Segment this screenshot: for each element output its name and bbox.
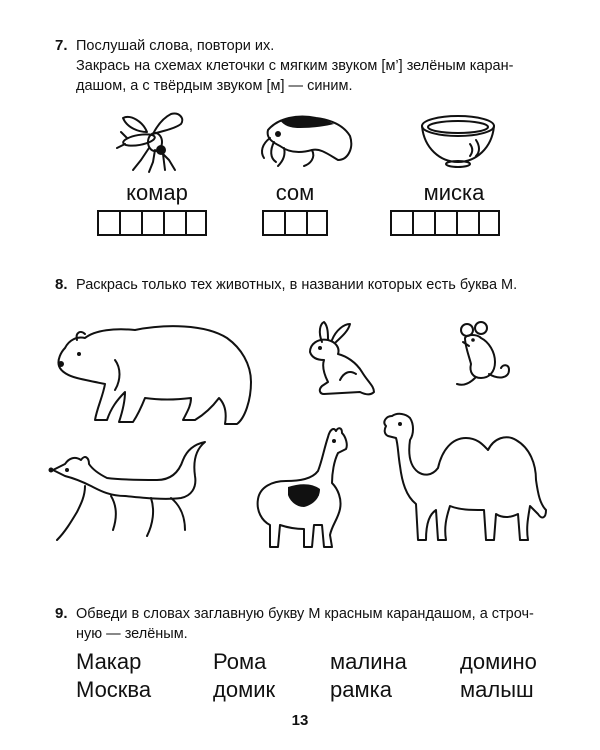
trace-word-domino[interactable]: домино xyxy=(460,649,537,674)
fox-picture[interactable] xyxy=(45,440,215,550)
scheme-cell[interactable] xyxy=(97,210,119,236)
scheme-cell[interactable] xyxy=(412,210,434,236)
trace-word-ramka[interactable]: рамка xyxy=(330,677,392,702)
mouse-picture[interactable] xyxy=(455,320,515,390)
scheme-cell[interactable] xyxy=(478,210,500,236)
trace-word-makar[interactable]: Макар xyxy=(76,649,142,674)
trace-word-domik[interactable]: домик xyxy=(213,677,276,702)
scheme-cell[interactable] xyxy=(262,210,284,236)
scheme-miska[interactable] xyxy=(390,210,500,236)
page-number: 13 xyxy=(291,712,309,729)
scheme-cell[interactable] xyxy=(456,210,478,236)
task-9-number: 9. xyxy=(55,605,68,622)
scheme-som[interactable] xyxy=(262,210,328,236)
bear-picture[interactable] xyxy=(55,320,260,430)
catfish-picture xyxy=(258,108,358,173)
task-9-line-1: Обведи в словах заглавную букву М красным карандашом, а строч- xyxy=(76,606,534,622)
word-komar: комар xyxy=(126,180,188,205)
scheme-cell[interactable] xyxy=(163,210,185,236)
task-8-number: 8. xyxy=(55,276,68,293)
task-7-number: 7. xyxy=(55,37,68,54)
trace-word-moskva[interactable]: Москва xyxy=(76,677,152,702)
scheme-cell[interactable] xyxy=(185,210,207,236)
camel-picture[interactable] xyxy=(380,410,550,550)
bowl-picture xyxy=(418,112,498,172)
scheme-cell[interactable] xyxy=(119,210,141,236)
scheme-cell[interactable] xyxy=(141,210,163,236)
task-7-line-3: дашом, а с твёрдым звуком [м] — синим. xyxy=(76,78,353,94)
task-7-line-1: Послушай слова, повтори их. xyxy=(76,38,275,54)
task-9-line-2: ную — зелёным. xyxy=(76,626,188,642)
task-7-line-2: Закрась на схемах клеточки с мягким звуком [м’] зелёным каран- xyxy=(76,58,514,74)
word-miska: миска xyxy=(423,180,485,205)
trace-word-roma[interactable]: Рома xyxy=(213,649,267,674)
rabbit-picture[interactable] xyxy=(300,320,380,400)
trace-word-malysh[interactable]: малыш xyxy=(460,677,534,702)
scheme-cell[interactable] xyxy=(284,210,306,236)
scheme-cell[interactable] xyxy=(306,210,328,236)
scheme-komar[interactable] xyxy=(97,210,207,236)
mosquito-picture xyxy=(103,110,193,175)
llama-picture[interactable] xyxy=(250,425,360,550)
scheme-cell[interactable] xyxy=(390,210,412,236)
scheme-cell[interactable] xyxy=(434,210,456,236)
trace-word-malina[interactable]: малина xyxy=(330,649,407,674)
task-8-text: Раскрась только тех животных, в названии которых есть буква М. xyxy=(76,277,518,293)
word-som: сом xyxy=(275,180,315,205)
